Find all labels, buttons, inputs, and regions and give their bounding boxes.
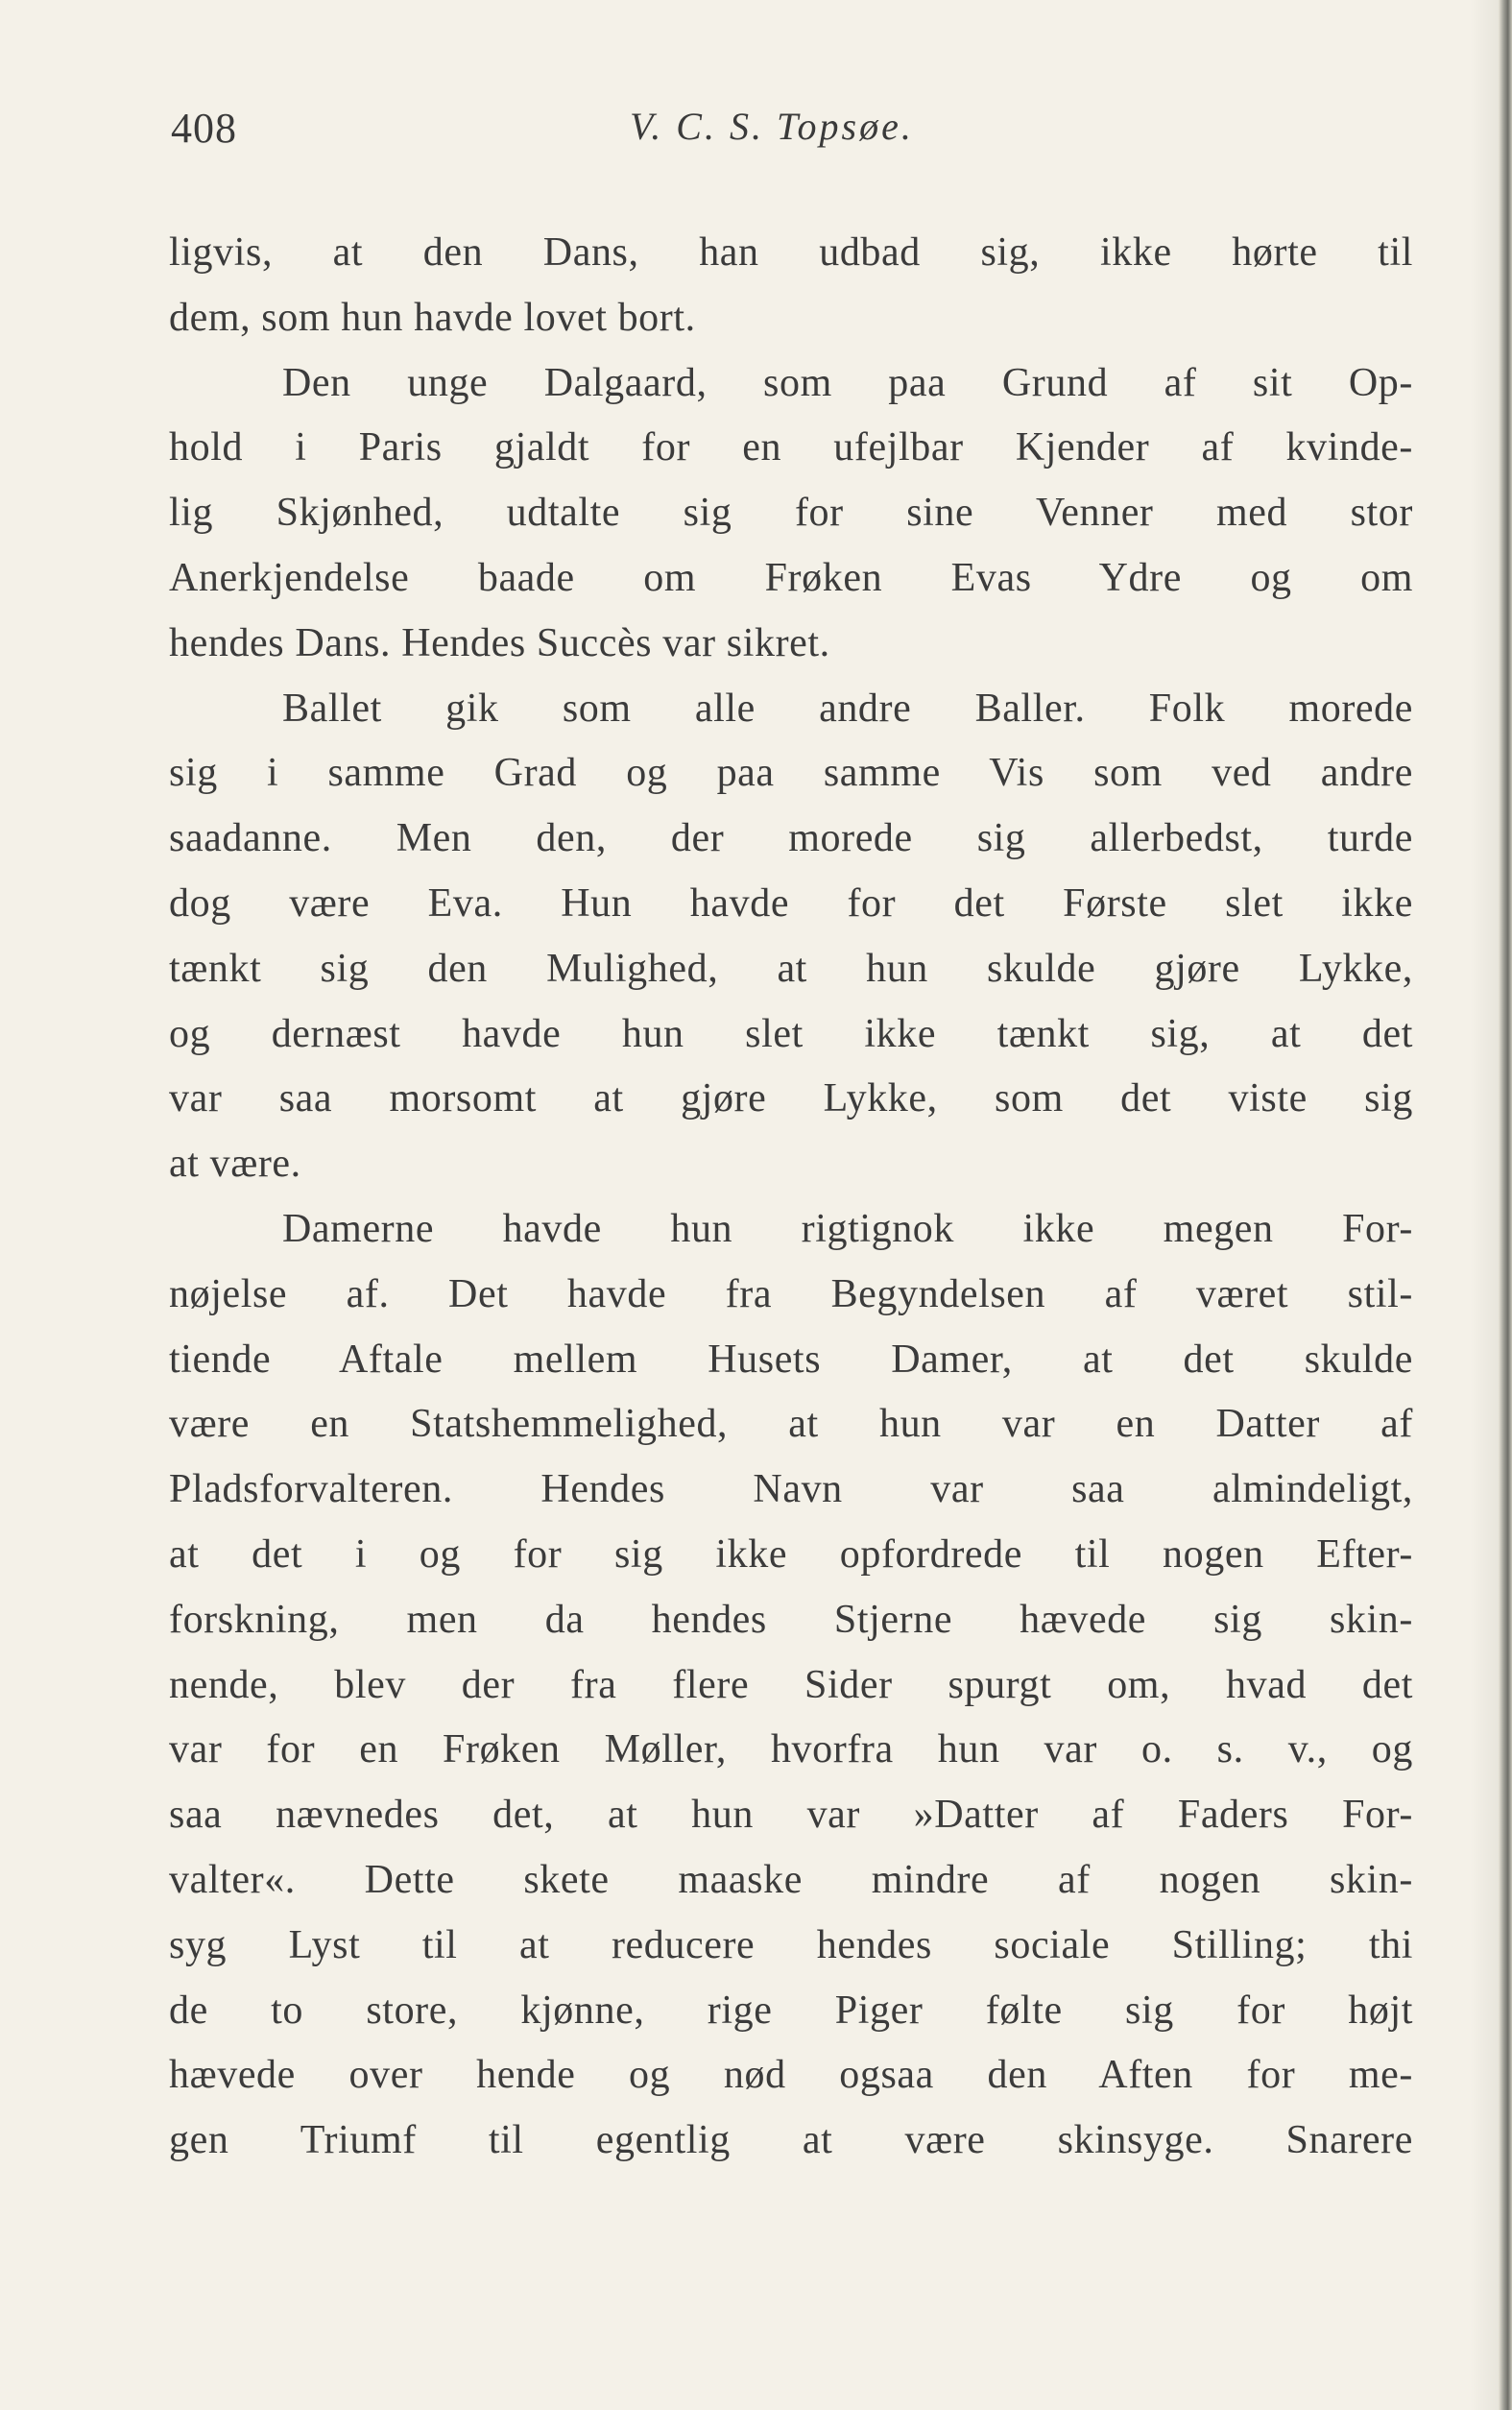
text-line: nende, blev der fra flere Sider spurgt om, hvad det [169,1662,1413,1707]
text-line: være en Statshemmelighed, at hun var en Datter af [169,1402,1413,1447]
text-line: var for en Frøken Møller, hvorfra hun var o. s. v., og [169,1727,1413,1772]
text-line: syg Lyst til at reducere hendes sociale Stilling; thi [169,1922,1413,1967]
text-line: valter«. Dette skete maaske mindre af nogen skin- [169,1857,1413,1902]
text-line: Ballet gik som alle andre Baller. Folk morede [282,686,1413,731]
page-edge [1499,0,1512,2410]
text-line: hold i Paris gjaldt for en ufejlbar Kjender af kvinde- [169,425,1413,470]
text-line: sig i samme Grad og paa samme Vis som ved andre [169,751,1413,796]
running-head: V. C. S. Topsøe. [630,105,914,148]
text-line: forskning, men da hendes Stjerne hævede sig skin- [169,1597,1413,1642]
text-line: tænkt sig den Mulighed, at hun skulde gjøre Lykke, [169,946,1413,991]
text-line: saadanne. Men den, der morede sig allerbedst, turde [169,816,1413,861]
text-line: at være. [169,1142,301,1187]
text-line: de to store, kjønne, rige Piger følte sig for højt [169,1988,1413,2033]
page-header [171,104,1409,171]
text-line: hævede over hende og nød ogsaa den Aften for me- [169,2053,1413,2098]
text-line: dem, som hun havde lovet bort. [169,295,696,340]
text-line: Anerkjendelse baade om Frøken Evas Ydre og om [169,555,1413,600]
text-line: og dernæst havde hun slet ikke tænkt sig, at det [169,1011,1413,1056]
text-line: Pladsforvalteren. Hendes Navn var saa almindeligt, [169,1467,1413,1512]
text-line: Den unge Dalgaard, som paa Grund af sit Op- [282,360,1413,405]
text-line: Damerne havde hun rigtignok ikke megen For- [282,1206,1413,1251]
body-text [169,221,1413,2174]
text-line: ligvis, at den Dans, han udbad sig, ikke hørte til [169,230,1413,275]
page-number: 408 [171,105,237,152]
text-line: nøjelse af. Det havde fra Begyndelsen af været stil- [169,1271,1413,1316]
text-line: at det i og for sig ikke opfordrede til nogen Efter- [169,1531,1413,1577]
text-line: saa nævnedes det, at hun var »Datter af Faders For- [169,1793,1413,1838]
text-line: var saa morsomt at gjøre Lykke, som det viste sig [169,1076,1413,1121]
page-gutter-shadow [1470,0,1499,2410]
text-line: hendes Dans. Hendes Succès var sikret. [169,620,830,665]
text-line: dog være Eva. Hun havde for det Første slet ikke [169,880,1413,926]
text-line: gen Triumf til egentlig at være skinsyge. Snarere [169,2118,1413,2163]
text-line: tiende Aftale mellem Husets Damer, at det skulde [169,1337,1413,1382]
text-line: lig Skjønhed, udtalte sig for sine Venner med stor [169,491,1413,536]
